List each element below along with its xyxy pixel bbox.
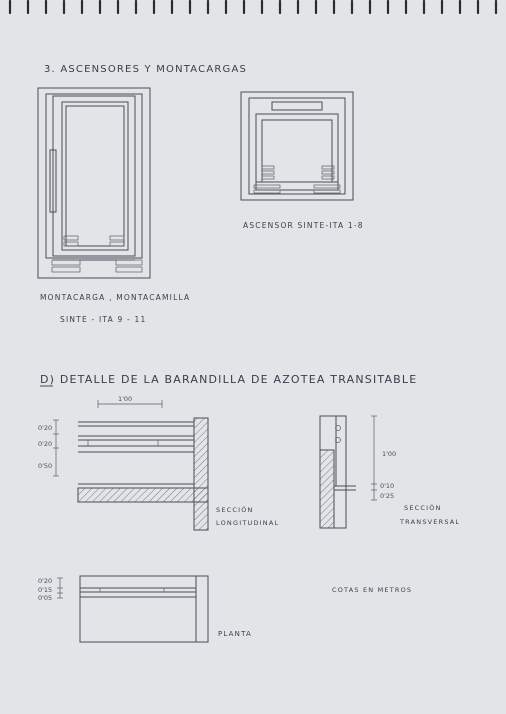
transverse-section xyxy=(320,416,377,528)
heading-railing-detail: D) DETALLE DE LA BARANDILLA DE AZOTEA TRANSITABLE xyxy=(40,373,418,386)
trans-dim-2: 0'10 xyxy=(380,482,395,490)
longitudinal-section xyxy=(53,400,208,530)
trans-dim-1: 1'00 xyxy=(382,450,397,458)
plan-view xyxy=(57,576,208,642)
spiral-binding xyxy=(10,1,496,13)
trans-dim-3: 0'25 xyxy=(380,492,395,500)
long-dim-top: 1'00 xyxy=(118,395,133,403)
passenger-elevator-caption: ASCENSOR SINTE-ITA 1-8 xyxy=(243,221,364,230)
freight-elevator-plan xyxy=(38,88,150,278)
heading-elevators: 3. ASCENSORES Y MONTACARGAS xyxy=(44,64,248,75)
units-note: COTAS EN METROS xyxy=(332,586,413,594)
plan-dim-1: 0'20 xyxy=(38,577,53,585)
plan-label: PLANTA xyxy=(218,630,253,638)
long-label-1: SECCIÓN xyxy=(216,506,254,514)
long-label-2: LONGITUDINAL xyxy=(216,519,280,527)
long-dim-1: 0'20 xyxy=(38,424,53,432)
trans-label-2: TRANSVERSAL xyxy=(400,518,461,526)
long-dim-3: 0'50 xyxy=(38,462,53,470)
plan-dim-2: 0'15 xyxy=(38,586,53,594)
freight-elevator-caption-1: MONTACARGA , MONTACAMILLA xyxy=(40,293,191,302)
freight-elevator-caption-2: SINTE - ITA 9 - 11 xyxy=(60,315,147,324)
passenger-elevator-plan xyxy=(241,92,353,200)
long-dim-2: 0'20 xyxy=(38,440,53,448)
trans-label-1: SECCIÓN xyxy=(404,504,442,512)
plan-dim-3: 0'05 xyxy=(38,594,53,602)
